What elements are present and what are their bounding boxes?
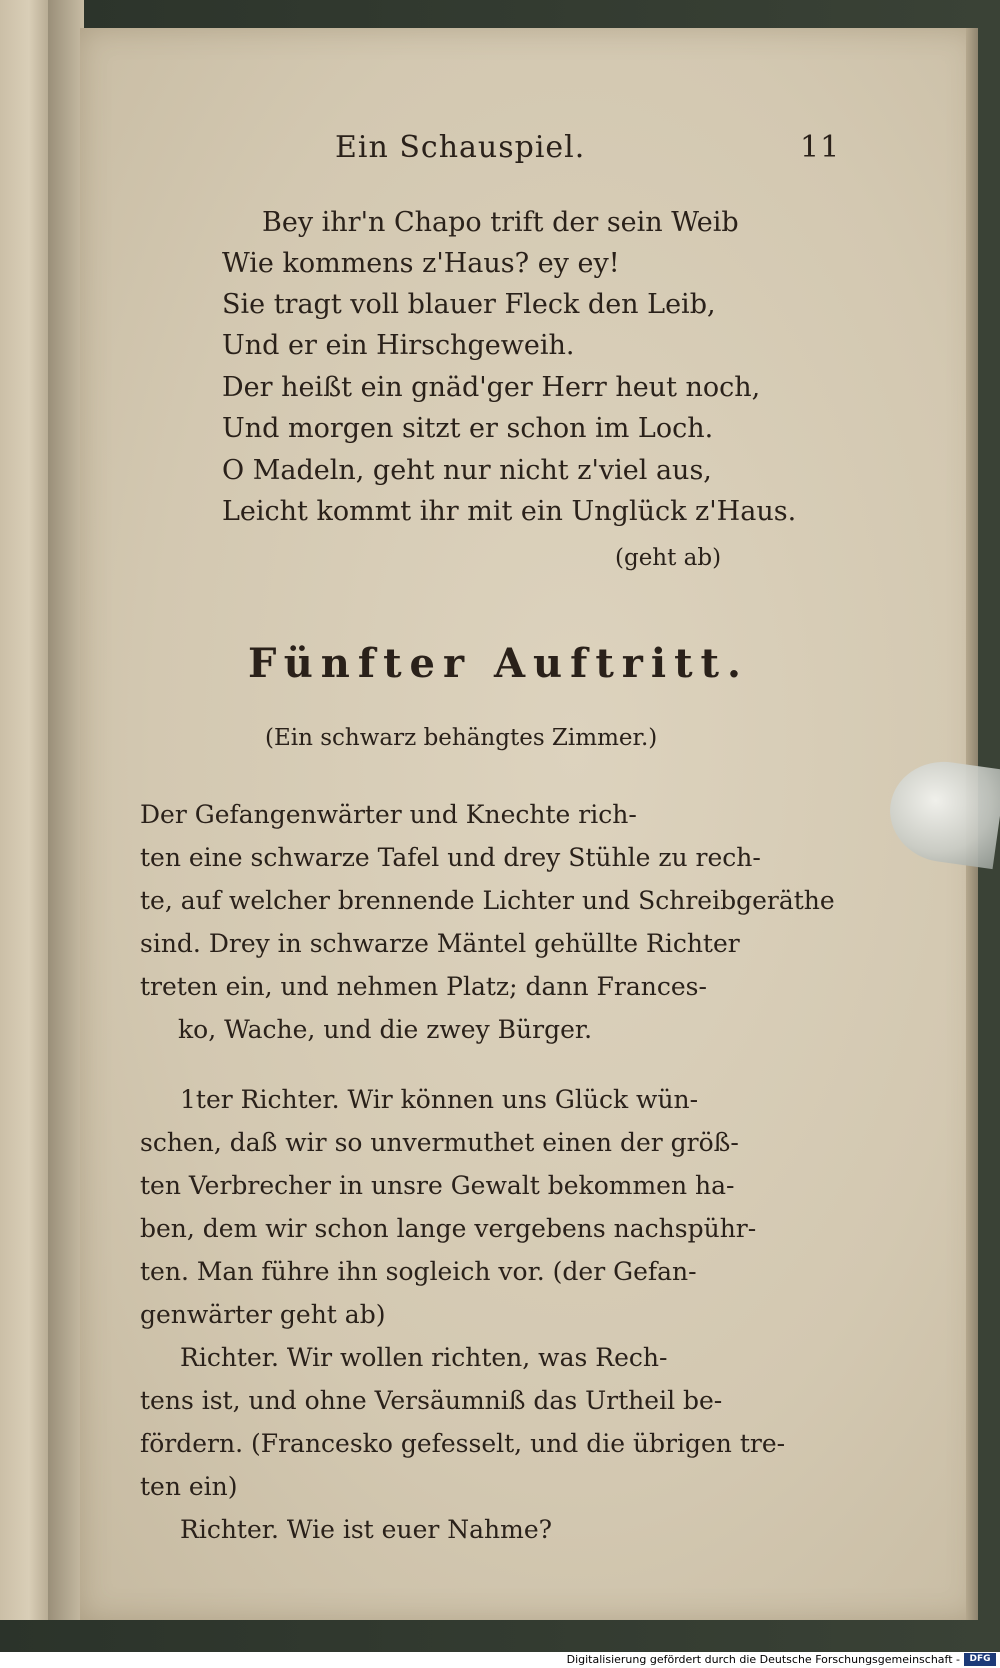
dialogue-line: Richter. Wie ist euer Nahme? (180, 1515, 553, 1544)
verse-line: Sie tragt voll blauer Fleck den Leib, (222, 289, 716, 320)
dialogue-line: schen, daß wir so unvermuthet einen der größ- (140, 1128, 739, 1157)
dialogue-line: Richter. Wir wollen richten, was Rech- (180, 1343, 668, 1372)
dialogue-line: ten. Man führe ihn sogleich vor. (der Gefan- (140, 1257, 697, 1286)
digitization-credit: Digitalisierung gefördert durch die Deutsche Forschungsgemeinschaft - (566, 1653, 960, 1666)
dialogue-line: fördern. (Francesko gefesselt, und die übrigen tre- (140, 1429, 786, 1458)
page-number: 11 (800, 130, 841, 165)
dialogue-line: 1ter Richter. Wir können uns Glück wün- (180, 1085, 699, 1114)
verse-line: Bey ihr'n Chapo trift der sein Weib (262, 207, 739, 238)
stage-direction-line: treten ein, und nehmen Platz; dann Frances- (140, 972, 707, 1001)
dialogue-line: tens ist, und ohne Versäumniß das Urtheil be- (140, 1386, 723, 1415)
running-title: Ein Schauspiel. (335, 130, 586, 165)
left-page-edge (0, 0, 48, 1620)
dialogue-line: ben, dem wir schon lange vergebens nachspühr- (140, 1214, 757, 1243)
stage-direction-line: ten eine schwarze Tafel und drey Stühle zu rech- (140, 843, 761, 872)
stage-direction-line: Der Gefangenwärter und Knechte rich- (140, 800, 637, 829)
verse-line: O Madeln, geht nur nicht z'viel aus, (222, 455, 712, 486)
scene-heading: Fünfter Auftritt. (248, 640, 749, 687)
verse-line: Wie kommens z'Haus? ey ey! (222, 248, 620, 279)
book-gutter (48, 0, 84, 1620)
stage-direction-line: sind. Drey in schwarze Mäntel gehüllte Richter (140, 929, 740, 958)
stage-direction-line: ko, Wache, und die zwey Bürger. (178, 1015, 593, 1044)
dfg-logo: DFG (964, 1653, 996, 1666)
scene-setting: (Ein schwarz behängtes Zimmer.) (265, 725, 658, 751)
dialogue-line: ten Verbrecher in unsre Gewalt bekommen ha- (140, 1171, 735, 1200)
dialogue-line: ten ein) (140, 1472, 238, 1501)
exit-direction: (geht ab) (615, 545, 722, 571)
dialogue-line: genwärter geht ab) (140, 1300, 386, 1329)
verse-line: Leicht kommt ihr mit ein Unglück z'Haus. (222, 496, 797, 527)
verse-line: Der heißt ein gnäd'ger Herr heut noch, (222, 372, 761, 403)
stage-direction-line: te, auf welcher brennende Lichter und Schreibgeräthe (140, 886, 835, 915)
verse-line: Und morgen sitzt er schon im Loch. (222, 413, 714, 444)
verse-line: Und er ein Hirschgeweih. (222, 330, 575, 361)
